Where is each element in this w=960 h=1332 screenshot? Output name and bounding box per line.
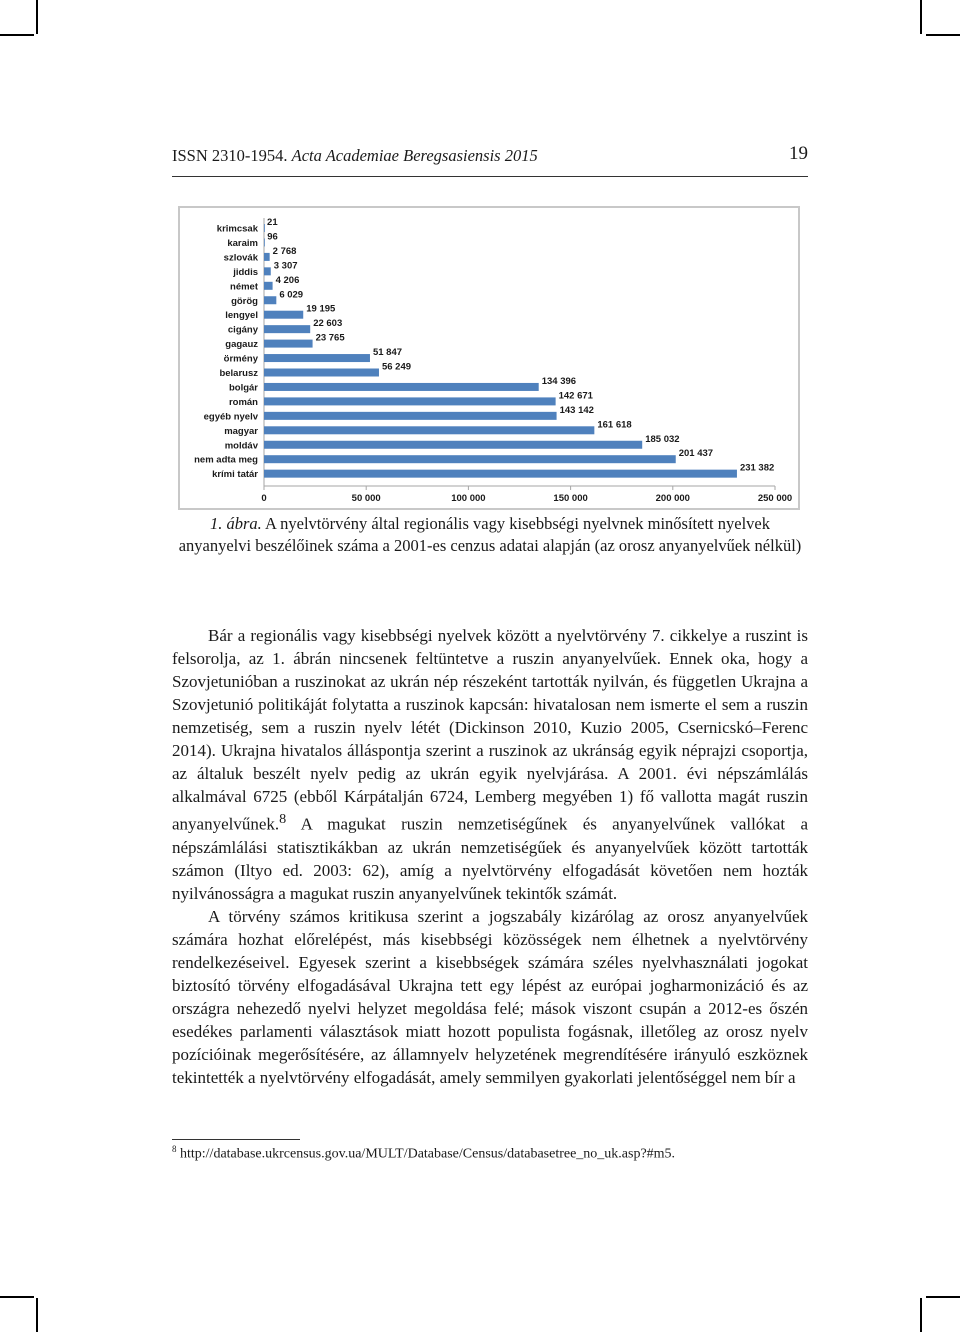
data-label: 161 618 (597, 419, 632, 431)
bar (264, 383, 539, 391)
page-number: 19 (789, 143, 808, 164)
crop-mark (36, 1298, 38, 1332)
crop-mark (920, 1298, 922, 1332)
footnote-text: http://database.ukrcensus.gov.ua/MULT/Database/Census/databasetree_no_uk.asp?#m5. (180, 1146, 676, 1162)
data-label: 231 382 (739, 462, 775, 474)
figure-label: 1. ábra. (210, 514, 262, 533)
bar (264, 455, 676, 463)
running-header (172, 143, 808, 170)
bar (264, 253, 270, 261)
bar (264, 296, 276, 304)
paragraph-text: A törvény számos kritikusa szerint a jogszabály kizárólag az orosz anyanyelvűek számára hozhat előrelépést, más kisebbségi közösségek nem élhetnek a nyelvtörvény rendelkezéseivel. Egyesek szerint a kisebbségek számára széles nyelvhasználati jogokat biztosító törvény elfogadásával Ukrajna tett egy lépést az európai jogharmonizáció és az országra nehezedő nyelvi helyzet megoldása felé; mások viszont csupán a 2012-es őszén esedékes parlamenti választások miatt hozott populista fogásnak, illetőleg az orosz nyelv pozícióinak megerősítésére, az államnyelv helyzetének megrendítésére irányuló eszköznek tekintették a nyelvtörvény elfogadását, amely semmilyen gyakorlati jelentőséggel nem bír a (172, 906, 808, 1087)
footnote-ref: 8 (279, 811, 287, 827)
category-label: jiddis (233, 266, 258, 278)
data-label: 19 195 (306, 303, 336, 315)
chart-svg (180, 208, 798, 508)
data-label: 3 307 (273, 260, 298, 272)
bar (264, 325, 310, 333)
category-label: lengyel (225, 310, 258, 322)
data-label: 201 437 (678, 448, 714, 460)
data-label: 143 142 (559, 404, 594, 416)
x-tick-label: 200 000 (655, 493, 690, 504)
bar (264, 397, 556, 405)
bar (264, 441, 642, 449)
bar (264, 282, 273, 290)
bar (264, 426, 594, 434)
x-tick-label: 250 000 (757, 493, 793, 504)
data-label: 96 (267, 231, 278, 243)
bar (264, 238, 265, 246)
paragraph (172, 624, 808, 905)
footnote-mark: 8 (172, 1144, 177, 1154)
bar-chart (178, 206, 800, 510)
category-label: szlovák (223, 252, 258, 264)
data-label: 6 029 (279, 289, 304, 301)
bar (264, 354, 370, 362)
footnote (172, 1144, 675, 1163)
data-label: 23 765 (315, 332, 345, 344)
figure-caption-text: A nyelvtörvény által regionális vagy kisebbségi nyelvnek minősített nyelvek anyanyelvi beszélőinek száma a 2001-es cenzus adatai alapján (az orosz anyanyelvűek nélkül) (178, 514, 802, 555)
category-label: belarusz (219, 368, 258, 379)
bar (264, 470, 737, 478)
data-label: 134 396 (541, 375, 577, 387)
bar (264, 267, 271, 275)
x-tick-label: 150 000 (553, 493, 588, 504)
category-label: görög (231, 295, 258, 307)
crop-mark (0, 34, 34, 36)
category-label: moldáv (224, 440, 258, 452)
paragraph-text: A magukat ruszin nemzetiségűnek és anyanyelvűnek vallókat a népszámlálási statisztikákban az ukrán nemzetiségűek és anyanyelvűek között tartották számon (Iltyo ed. 2003: 62), amíg a nyelvtörvény elfogadását követően nem hozták nyilvánosságra a magukat ruszin anyanyelvűnek tekintők számát. (172, 814, 808, 903)
category-label: örmény (223, 353, 258, 365)
category-label: gagauz (225, 339, 258, 351)
category-label: krími tatár (212, 469, 258, 481)
bar (264, 311, 303, 319)
footnote-rule (172, 1139, 300, 1140)
data-label: 4 206 (275, 274, 300, 286)
header-rule (172, 176, 808, 177)
data-label: 56 249 (381, 361, 412, 373)
data-label: 185 032 (645, 433, 680, 445)
data-label: 2 768 (272, 245, 297, 257)
bar (264, 369, 379, 377)
figure-caption (172, 513, 808, 557)
data-label: 22 603 (313, 318, 343, 330)
data-label: 21 (267, 217, 278, 228)
category-label: nem adta meg (194, 454, 258, 466)
crop-mark (926, 1296, 960, 1298)
x-tick-label: 0 (261, 493, 267, 504)
journal-title: Acta Academiae Beregsasiensis 2015 (291, 146, 538, 165)
data-label: 142 671 (558, 390, 593, 402)
x-tick-label: 100 000 (451, 493, 486, 504)
issn: ISSN 2310-1954. (172, 146, 288, 165)
x-tick-label: 50 000 (351, 493, 381, 504)
category-label: magyar (224, 425, 258, 437)
bar (264, 224, 265, 232)
crop-mark (926, 34, 960, 36)
category-label: román (228, 396, 258, 408)
crop-mark (920, 0, 922, 34)
category-label: német (230, 281, 258, 293)
category-label: krimcsak (216, 223, 258, 235)
category-label: egyéb nyelv (203, 411, 258, 423)
category-label: bolgár (228, 382, 258, 394)
crop-mark (0, 1296, 34, 1298)
bar (264, 412, 557, 420)
data-label: 51 847 (372, 347, 403, 359)
paragraph-text: Bár a regionális vagy kisebbségi nyelvek között a nyelvtörvény 7. cikkelye a ruszint is felsorolja, az 1. ábrán nincsenek feltüntetve a ruszin anyanyelvűek. Ennek oka, hogy a Szovjetunióban a ruszinokat az ukrán nép részeként tartották nyilván, és független Ukrajna a Szovjetunió politikáját folytatta a ruszinok kapcsán: hivatalosan nem ismerte el sem a ruszin nemzetiség, sem a ruszin nyelv létét (Dickinson 2010, Kuzio 2005, Csernicskó–Ferenc 2014). Ukrajna hivatalos álláspontja szerint a ruszinok az ukránság egyik néprajzi csoportja, az általuk beszélt nyelv pedig az ukrán egyik nyelvjárása. A 2001. évi népszámlálás alkalmával 6725 (ebből Kárpátalján 6724, Lemberg megyében 1) fő vallotta magát ruszin anyanyelvűnek. (172, 626, 808, 834)
paragraph (172, 905, 808, 1089)
category-label: karaim (227, 237, 258, 249)
crop-mark (36, 0, 38, 34)
bar (264, 340, 313, 348)
body-text (172, 624, 808, 1089)
category-label: cigány (227, 324, 258, 336)
